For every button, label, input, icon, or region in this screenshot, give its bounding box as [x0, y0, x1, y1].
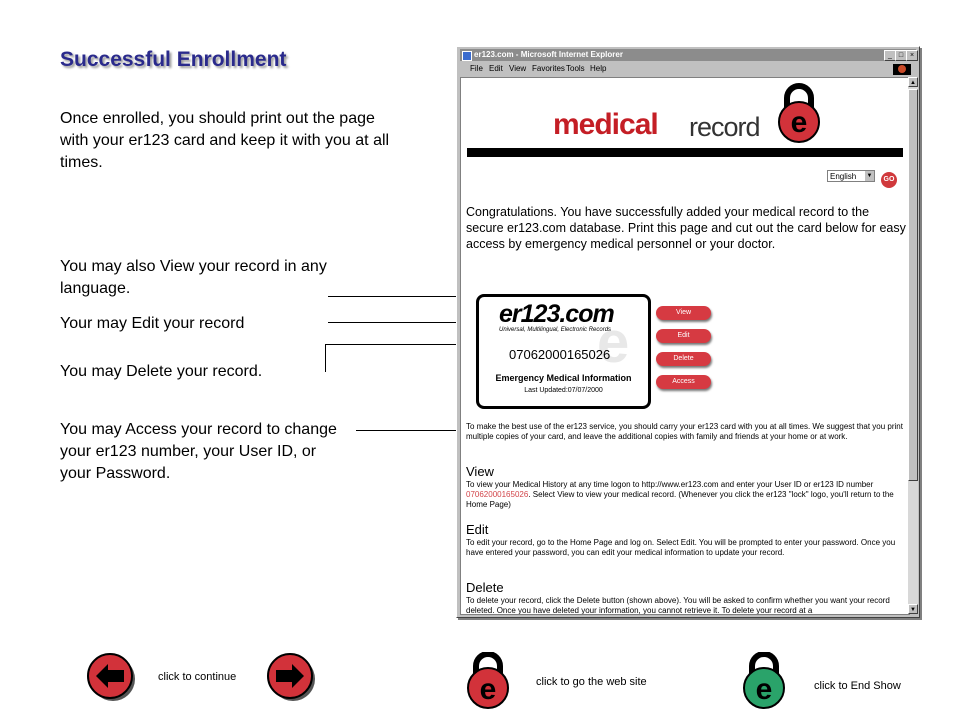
card-brand: er123.com [499, 300, 614, 328]
card-number: 07062000165026 [509, 347, 611, 362]
menu-edit[interactable]: Edit [489, 64, 503, 73]
maximize-button[interactable]: □ [895, 50, 907, 61]
vertical-scrollbar[interactable] [908, 77, 918, 614]
er123-card [476, 294, 651, 409]
view-text [466, 480, 906, 510]
congratulations-message: Congratulations. You have successfully added your medical record to the secure er123.com database. Print this page and cut out the card below for easy access by emergency medical personnel or your doctor. [466, 205, 906, 251]
scroll-down-icon[interactable]: ▼ [908, 604, 918, 614]
close-button[interactable]: × [906, 50, 918, 61]
menu-help[interactable]: Help [590, 64, 607, 73]
menu-favorites[interactable]: Favorites [532, 64, 565, 73]
delete-text: To delete your record, click the Delete button (shown above). You will be asked to confirm whether you want your record deleted. Once you have deleted your information, you cannot retrieve it. To delete your record at a [466, 596, 890, 615]
language-select[interactable] [827, 170, 875, 182]
card-watermark-lock-icon: e [597, 310, 630, 375]
browser-window [456, 46, 920, 618]
access-button[interactable]: Access [656, 375, 711, 389]
card-subtitle: Universal, Multilingual, Electronic Records [499, 327, 612, 333]
svg-text:e: e [790, 106, 808, 139]
end-show-caption: click to End Show [814, 680, 901, 692]
svg-text:e: e [755, 673, 773, 706]
ie-app-icon [462, 51, 472, 61]
delete-button[interactable]: Delete [656, 352, 711, 366]
access-instructions: You may Access your record to change your er123 number, your User ID, or your Password. [60, 421, 337, 482]
end-show-lock-icon[interactable] [736, 652, 792, 710]
go-button[interactable]: GO [881, 172, 897, 188]
menu-view[interactable]: View [509, 64, 527, 73]
view-record-number: 07062000165026 [466, 490, 529, 499]
card-last-updated: Last Updated:07/07/2000 [524, 387, 603, 394]
previous-arrow-icon[interactable] [86, 652, 136, 702]
view-text-a: To view your Medical History at any time logon to http://www.er123.com and enter your User ID or er123 ID number [466, 480, 874, 489]
delete-heading: Delete [466, 580, 504, 595]
print-instructions: Once enrolled, you should print out the page with your er123 card and keep it with you at all times. [60, 110, 390, 171]
view-instructions: You may also View your record in any language. [60, 258, 327, 297]
edit-text: To edit your record, go to the Home Page and log on. Select Edit. You will be prompted to enter your password. Once you have entered your password, you can edit your medical information to update your record. [466, 538, 896, 557]
menu-bar [460, 62, 916, 76]
scroll-up-icon[interactable]: ▲ [908, 77, 918, 87]
dropdown-arrow-icon: ▼ [866, 173, 873, 179]
continue-caption: click to continue [158, 671, 237, 683]
edit-heading: Edit [466, 522, 489, 537]
view-text-b: . Select View to view your medical record. (Whenever you click the er123 "lock" logo, you'll return to the Home Page) [466, 490, 894, 509]
scroll-thumb[interactable] [908, 89, 918, 481]
browser-page [460, 77, 910, 615]
view-button[interactable]: View [656, 306, 711, 320]
svg-text:e: e [479, 673, 497, 706]
website-caption: click to go the web site [536, 676, 647, 688]
intro-text: To make the best use of the er123 service, you should carry your er123 card with you at all times. We suggest that you print multiple copies of your card, and leave the additional copies with family and friends at your home or at work. [466, 422, 903, 441]
card-heading: Emergency Medical Information [495, 373, 632, 383]
header-divider-bar [467, 148, 903, 157]
minimize-button[interactable]: _ [884, 50, 896, 61]
language-selected-value: English [830, 172, 857, 181]
website-lock-icon[interactable] [460, 652, 516, 710]
logo-medical-text: medical [553, 108, 658, 141]
menu-file[interactable]: File [470, 64, 483, 73]
logo-record-text: record [689, 112, 760, 142]
delete-instructions: You may Delete your record. [60, 363, 263, 380]
er123-lock-logo-icon[interactable] [773, 80, 825, 144]
callout-line-delete-vertical [325, 344, 326, 372]
ie-throbber-icon [893, 64, 911, 75]
menu-tools[interactable]: Tools [566, 64, 585, 73]
slide-title: Successful Enrollment [60, 48, 287, 71]
browser-titlebar [460, 49, 916, 61]
edit-instructions: Your may Edit your record [60, 315, 245, 332]
next-arrow-icon[interactable] [266, 652, 316, 702]
browser-title: er123.com - Microsoft Internet Explorer [474, 50, 623, 59]
edit-button[interactable]: Edit [656, 329, 711, 343]
view-heading: View [466, 464, 494, 479]
